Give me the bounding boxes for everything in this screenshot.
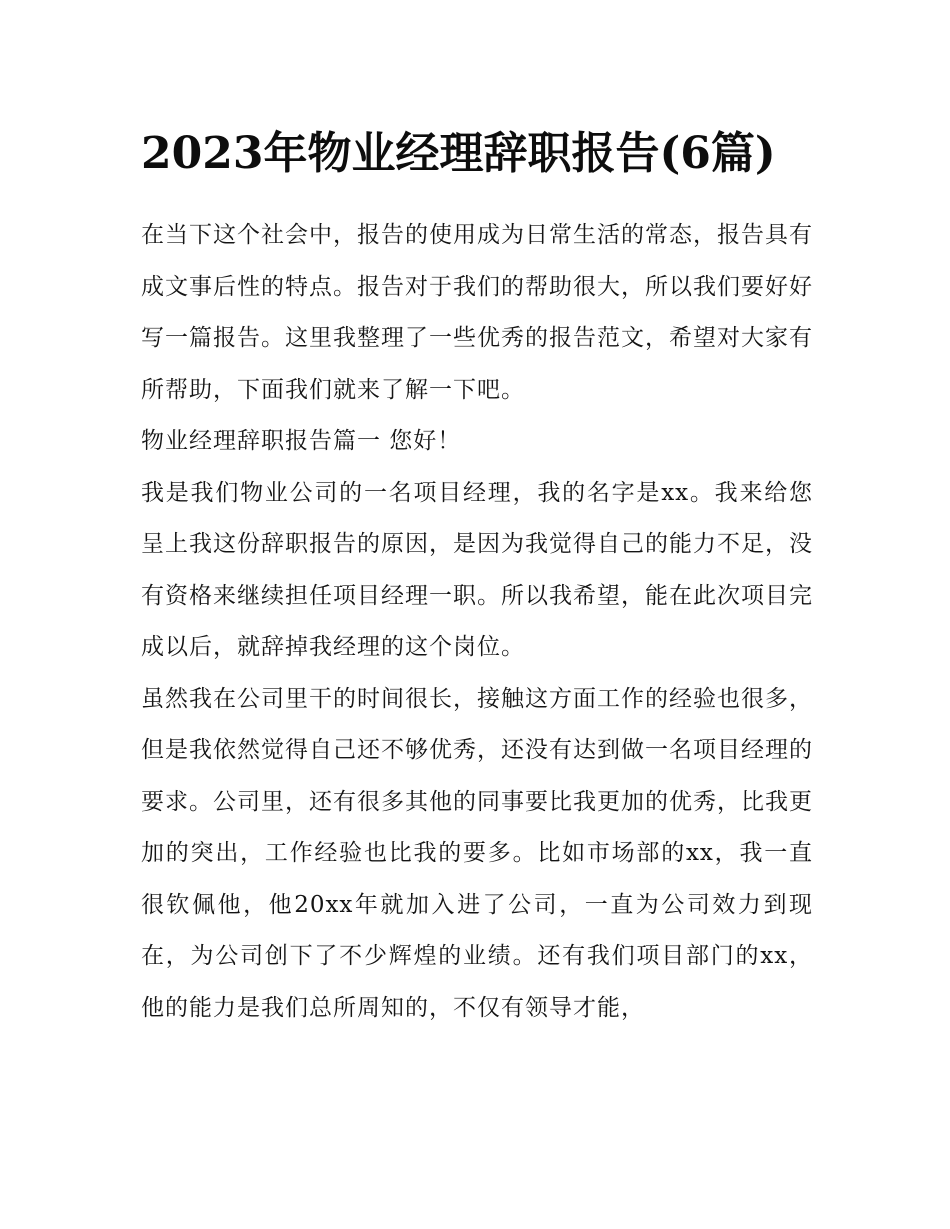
document-content	[141, 118, 813, 1034]
document-body	[141, 210, 813, 1034]
document-title: 2023年物业经理辞职报告(6篇)	[141, 128, 776, 179]
body-paragraph-1: 我是我们物业公司的一名项目经理，我的名字是xx。我来给您呈上我这份辞职报告的原因，是因为我觉得自己的能力不足，没有资格来继续担任项目经理一职。所以我希望，能在此次项目完成以后，就辞掉我经理的这个岗位。	[141, 479, 813, 660]
section-heading-paragraph: 物业经理辞职报告篇一 您好！	[141, 428, 462, 454]
intro-paragraph: 在当下这个社会中，报告的使用成为日常生活的常态，报告具有成文事后性的特点。报告对于我们的帮助很大，所以我们要好好写一篇报告。这里我整理了一些优秀的报告范文，希望对大家有所帮助，下面我们就来了解一下吧。	[141, 222, 813, 403]
body-paragraph-2: 虽然我在公司里干的时间很长，接触这方面工作的经验也很多，但是我依然觉得自己还不够优秀，还没有达到做一名项目经理的要求。公司里，还有很多其他的同事要比我更加的优秀，比我更加的突出，工作经验也比我的要多。比如市场部的xx，我一直很钦佩他，他20xx年就加入进了公司，一直为公司效力到现在，为公司创下了不少辉煌的业绩。还有我们项目部门的xx，他的能力是我们总所周知的，不仅有领导才能，	[141, 685, 813, 1021]
